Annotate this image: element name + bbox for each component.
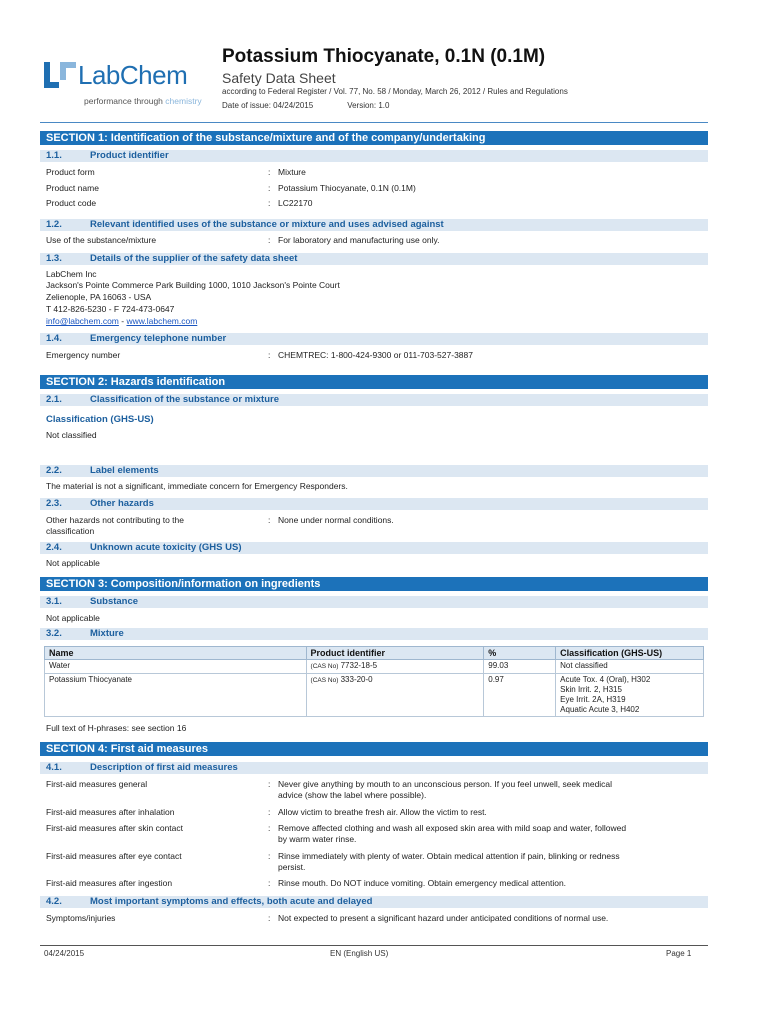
col-percent: % [484,647,556,660]
first-aid-ingestion-value: Rinse mouth. Do NOT induce vomiting. Obtain emergency medical attention. [278,878,567,888]
logo-wordmark: LabChem [78,60,188,90]
subsection-1-3: 1.3. Details of the supplier of the safety data sheet [40,253,708,265]
supplier-city: Zelienople, PA 16063 - USA [46,292,152,302]
table-header-row [45,647,704,660]
product-form-value: Mixture [278,167,306,177]
col-name: Name [45,647,307,660]
product-name-value: Potassium Thiocyanate, 0.1N (0.1M) [278,183,416,193]
h-phrases-note: Full text of H-phrases: see section 16 [46,723,187,733]
section-3-header: SECTION 3: Composition/information on ingredients [40,577,708,591]
substance-value: Not applicable [46,613,100,623]
footer-divider [40,945,708,946]
other-hazards-label: Other hazards not contributing to the classification [46,515,184,536]
version: Version: 1.0 [347,101,390,110]
header-divider [40,122,708,123]
first-aid-ingestion-label: First-aid measures after ingestion [46,878,173,888]
product-form-label: Product form [46,167,95,177]
website-link[interactable]: www.labchem.com [126,316,198,326]
issue-info [222,101,423,110]
section-1-header: SECTION 1: Identification of the substance/mixture and of the company/undertaking [40,131,708,145]
subsection-1-2: 1.2. Relevant identified uses of the substance or mixture and uses advised against [40,219,708,231]
first-aid-eye-value: Rinse immediately with plenty of water. Obtain medical attention if pain, blinking or redness persist. [278,851,620,872]
first-aid-general-label: First-aid measures general [46,779,148,789]
subsection-3-2: 3.2. Mixture [40,628,708,640]
labchem-mark-icon [44,62,76,88]
product-code-value: LC22170 [278,198,313,208]
section-4-header: SECTION 4: First aid measures [40,742,708,756]
first-aid-inhalation-label: First-aid measures after inhalation [46,807,175,817]
emergency-value: CHEMTREC: 1-800-424-9300 or 011-703-527-3887 [278,350,473,360]
labchem-logo [44,60,224,110]
supplier-links: info@labchem.com - www.labchem.com [46,316,198,326]
other-hazards-value: None under normal conditions. [278,515,394,525]
footer-page-number: Page 1 [666,949,692,958]
first-aid-skin-label: First-aid measures after skin contact [46,823,183,833]
first-aid-eye-label: First-aid measures after eye contact [46,851,182,861]
regulation-note: according to Federal Register / Vol. 77, No. 58 / Monday, March 26, 2012 / Rules and Regulations [222,87,568,96]
document-subtitle: Safety Data Sheet [222,70,336,86]
ghs-classification-heading: Classification (GHS-US) [46,414,154,425]
subsection-4-2: 4.2. Most important symptoms and effects, both acute and delayed [40,896,708,908]
section-2-header: SECTION 2: Hazards identification [40,375,708,389]
issue-date: Date of issue: 04/24/2015 [222,101,314,110]
acute-toxicity-value: Not applicable [46,558,100,568]
label-elements-text: The material is not a significant, immediate concern for Emergency Responders. [46,481,348,491]
mixture-table [44,646,704,717]
subsection-1-4: 1.4. Emergency telephone number [40,333,708,345]
subsection-2-3: 2.3. Other hazards [40,498,708,510]
first-aid-skin-value: Remove affected clothing and wash all exposed skin area with mild soap and water, followed by warm water rinse. [278,823,627,844]
subsection-1-1: 1.1. Product identifier [40,150,708,162]
footer-date: 04/24/2015 [44,949,85,958]
subsection-2-1: 2.1. Classification of the substance or mixture [40,394,708,406]
logo-tagline: performance through chemistry [84,96,202,106]
table-row: Potassium Thiocyanate (CAS No) 333-20-0 0.97 Acute Tox. 4 (Oral), H302 Skin Irrit. 2, H315 Eye Irrit. 2A, H319 Aquatic Acute 3, H402 [45,674,704,717]
supplier-name: LabChem Inc [46,269,97,279]
product-code-label: Product code [46,198,97,208]
symptoms-label: Symptoms/injuries [46,913,116,923]
supplier-address: Jackson's Pointe Commerce Park Building 1000, 1010 Jackson's Pointe Court [46,280,340,290]
supplier-phone: T 412-826-5230 - F 724-473-0647 [46,304,175,314]
subsection-2-2: 2.2. Label elements [40,465,708,477]
product-name-label: Product name [46,183,99,193]
document-title: Potassium Thiocyanate, 0.1N (0.1M) [222,46,546,67]
subsection-3-1: 3.1. Substance [40,596,708,608]
use-value: For laboratory and manufacturing use only. [278,235,440,245]
first-aid-inhalation-value: Allow victim to breathe fresh air. Allow the victim to rest. [278,807,487,817]
table-row: Water (CAS No) 7732-18-5 99.03 Not classified [45,660,704,674]
ghs-not-classified: Not classified [46,430,97,440]
symptoms-value: Not expected to present a significant hazard under anticipated conditions of normal use. [278,913,609,923]
subsection-2-4: 2.4. Unknown acute toxicity (GHS US) [40,542,708,554]
col-product-identifier: Product identifier [306,647,484,660]
use-label: Use of the substance/mixture [46,235,157,245]
col-classification: Classification (GHS-US) [556,647,704,660]
email-link[interactable]: info@labchem.com [46,316,119,326]
first-aid-general-value: Never give anything by mouth to an unconscious person. If you feel unwell, seek medical advice (show the label where possible). [278,779,613,800]
footer-language: EN (English US) [330,949,389,958]
emergency-label: Emergency number [46,350,121,360]
subsection-4-1: 4.1. Description of first aid measures [40,762,708,774]
